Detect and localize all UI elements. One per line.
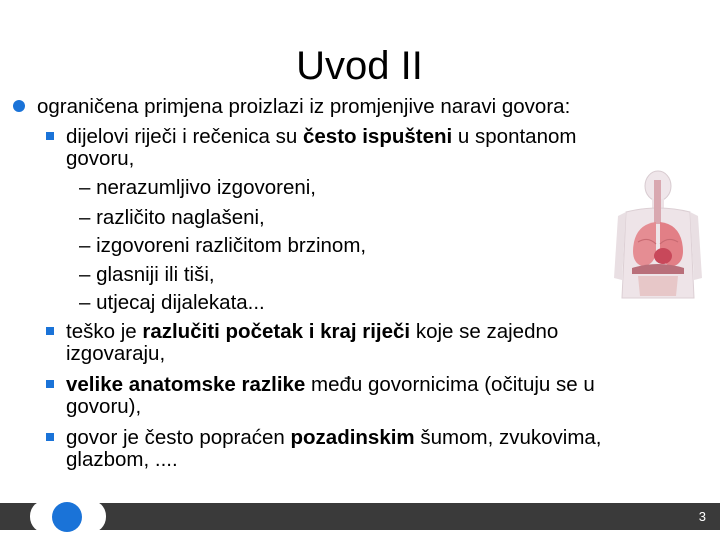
subbullet-4: govor je često popraćen pozadinskim šumom, zvukovima, bbox=[66, 426, 602, 449]
dash-item-4: – glasniji ili tiši, bbox=[79, 263, 215, 286]
footer-bar bbox=[0, 503, 720, 530]
dash-item-1: – nerazumljivo izgovoreni, bbox=[79, 176, 317, 199]
dash-item-3: – izgovoreni različitom brzinom, bbox=[79, 234, 367, 257]
page-number: 3 bbox=[698, 509, 706, 524]
bullet-1: ograničena primjena proizlazi iz promjenjive naravi govora: bbox=[37, 95, 571, 118]
slide-title: Uvod II bbox=[296, 44, 423, 88]
subbullet-square bbox=[46, 380, 54, 388]
dash-item-2: – različito naglašeni, bbox=[79, 206, 265, 229]
subbullet-4-cont: glazbom, .... bbox=[66, 448, 178, 471]
subbullet-3-cont: govoru), bbox=[66, 395, 142, 418]
bullet-dot bbox=[13, 100, 25, 112]
subbullet-2-cont: izgovaraju, bbox=[66, 342, 166, 365]
subbullet-square bbox=[46, 132, 54, 140]
subbullet-square bbox=[46, 327, 54, 335]
subbullet-square bbox=[46, 433, 54, 441]
subbullet-1-cont: govoru, bbox=[66, 147, 135, 170]
subbullet-3: velike anatomske razlike među govornicima (očituju se u bbox=[66, 373, 595, 396]
dash-item-5: – utjecaj dijalekata... bbox=[79, 291, 265, 314]
subbullet-2: teško je razlučiti početak i kraj riječi koje se zajedno bbox=[66, 320, 559, 343]
anatomy-illustration bbox=[608, 170, 708, 300]
subbullet-1: dijelovi riječi i rečenica su često ispušteni u spontanom bbox=[66, 125, 577, 148]
footer-circle-icon bbox=[52, 502, 82, 532]
